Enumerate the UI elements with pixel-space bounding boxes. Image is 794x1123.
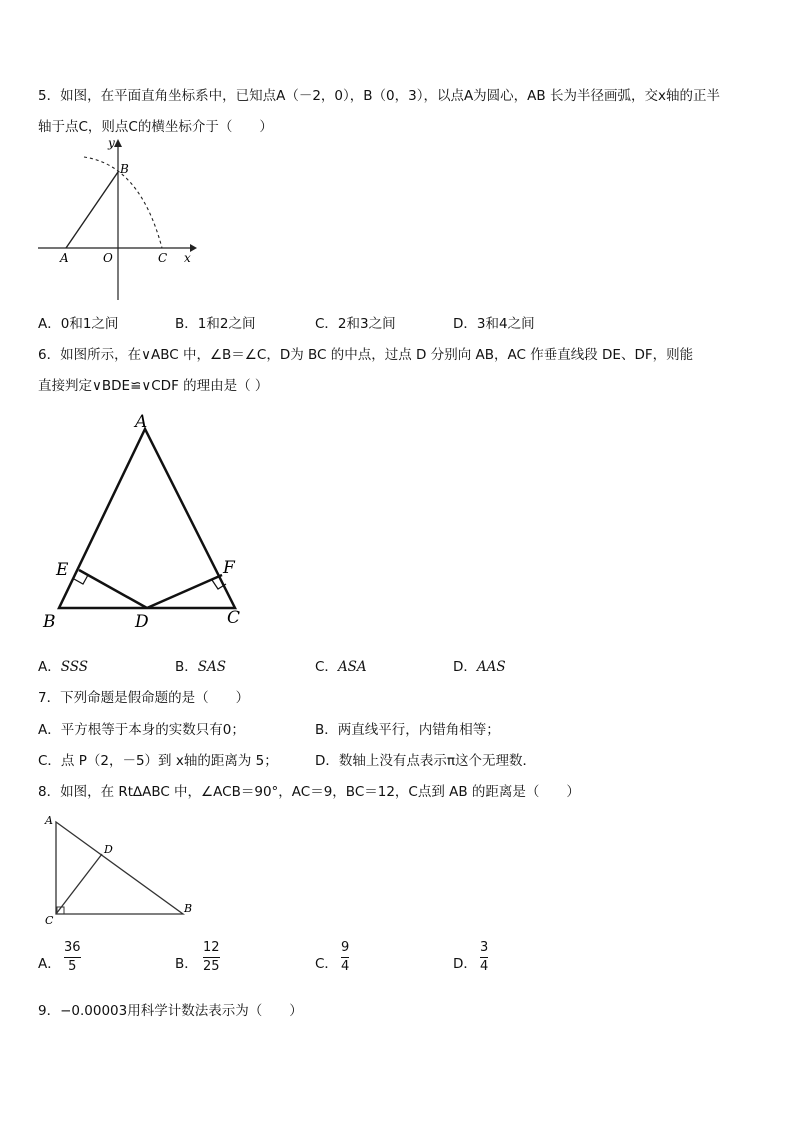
q6-option-d[interactable]: D．AAS <box>453 659 506 675</box>
q7-stem: 7．下列命题是假命题的是（ ） <box>38 690 250 706</box>
q5-option-a[interactable]: A．0和1之间 <box>38 316 119 332</box>
q6-stem-line2: 直接判定∨BDE≌∨CDF 的理由是（ ） <box>38 378 269 394</box>
q8-figure <box>38 808 203 928</box>
point-D-label: D <box>104 843 113 856</box>
point-A-label: A <box>45 814 53 827</box>
q8-option-b-letter[interactable]: B． <box>175 956 198 972</box>
q8-option-b-fraction[interactable]: 12 25 <box>203 940 220 974</box>
q5-option-c[interactable]: C．2和3之间 <box>315 316 396 332</box>
point-B-label: B <box>120 162 129 176</box>
q5-figure <box>30 135 200 305</box>
point-C-label: C <box>158 251 168 265</box>
q9-stem: 9．−0.00003用科学计数法表示为（ ） <box>38 1003 303 1019</box>
origin-label: O <box>103 251 113 265</box>
right-angle-e-icon <box>74 575 88 584</box>
y-axis-arrow-icon <box>114 139 122 147</box>
q5-option-d[interactable]: D．3和4之间 <box>453 316 535 332</box>
q8-option-c-fraction[interactable]: 9 4 <box>341 940 350 974</box>
q5-stem-line1: 5．如图，在平面直角坐标系中，已知点A（－2，0），B（0，3），以点A为圆心，AB 长为半径画弧，交x轴的正半 <box>38 88 720 104</box>
q5-option-b[interactable]: B．1和2之间 <box>175 316 256 332</box>
point-B-label: B <box>43 612 56 632</box>
point-D-label: D <box>135 612 149 632</box>
y-axis-label: y <box>108 136 115 150</box>
point-E-label: E <box>56 560 69 580</box>
point-A-label: A <box>135 412 148 432</box>
point-B-label: B <box>184 902 193 915</box>
x-axis-label: x <box>184 251 191 265</box>
q6-figure <box>35 405 260 640</box>
point-C-label: C <box>227 608 241 628</box>
q5-stem-line2: 轴于点C，则点C的横坐标介于（ ） <box>38 119 273 135</box>
q6-option-a[interactable]: A．SSS <box>38 659 89 675</box>
q7-option-d[interactable]: D．数轴上没有点表示π这个无理数． <box>315 753 537 769</box>
q6-option-b[interactable]: B．SAS <box>175 659 227 675</box>
q7-option-c[interactable]: C．点 P（2，－5）到 x轴的距离为 5； <box>38 753 278 769</box>
q8-option-d-fraction[interactable]: 3 4 <box>480 940 489 974</box>
x-axis-arrow-icon <box>190 244 197 252</box>
q8-stem: 8．如图，在 Rt∆ABC 中，∠ACB＝90°，AC＝9，BC＝12，C点到 AB 的距离是（ ） <box>38 784 580 800</box>
point-C-label: C <box>45 914 54 927</box>
q8-option-a-fraction[interactable]: 36 5 <box>64 940 81 974</box>
q7-option-a[interactable]: A．平方根等于本身的实数只有0； <box>38 722 245 738</box>
point-A-label: A <box>60 251 69 265</box>
q8-option-a-letter[interactable]: A． <box>38 956 61 972</box>
q8-option-d-letter[interactable]: D． <box>453 956 477 972</box>
q7-option-b[interactable]: B．两直线平行，内错角相等； <box>315 722 500 738</box>
q6-option-c[interactable]: C．ASA <box>315 659 367 675</box>
point-F-label: F <box>223 558 235 578</box>
q8-option-c-letter[interactable]: C． <box>315 956 338 972</box>
q6-stem-line1: 6．如图所示，在∨ABC 中，∠B＝∠C，D为 BC 的中点，过点 D 分别向 AB，AC 作垂直线段 DE、DF，则能 <box>38 347 694 363</box>
